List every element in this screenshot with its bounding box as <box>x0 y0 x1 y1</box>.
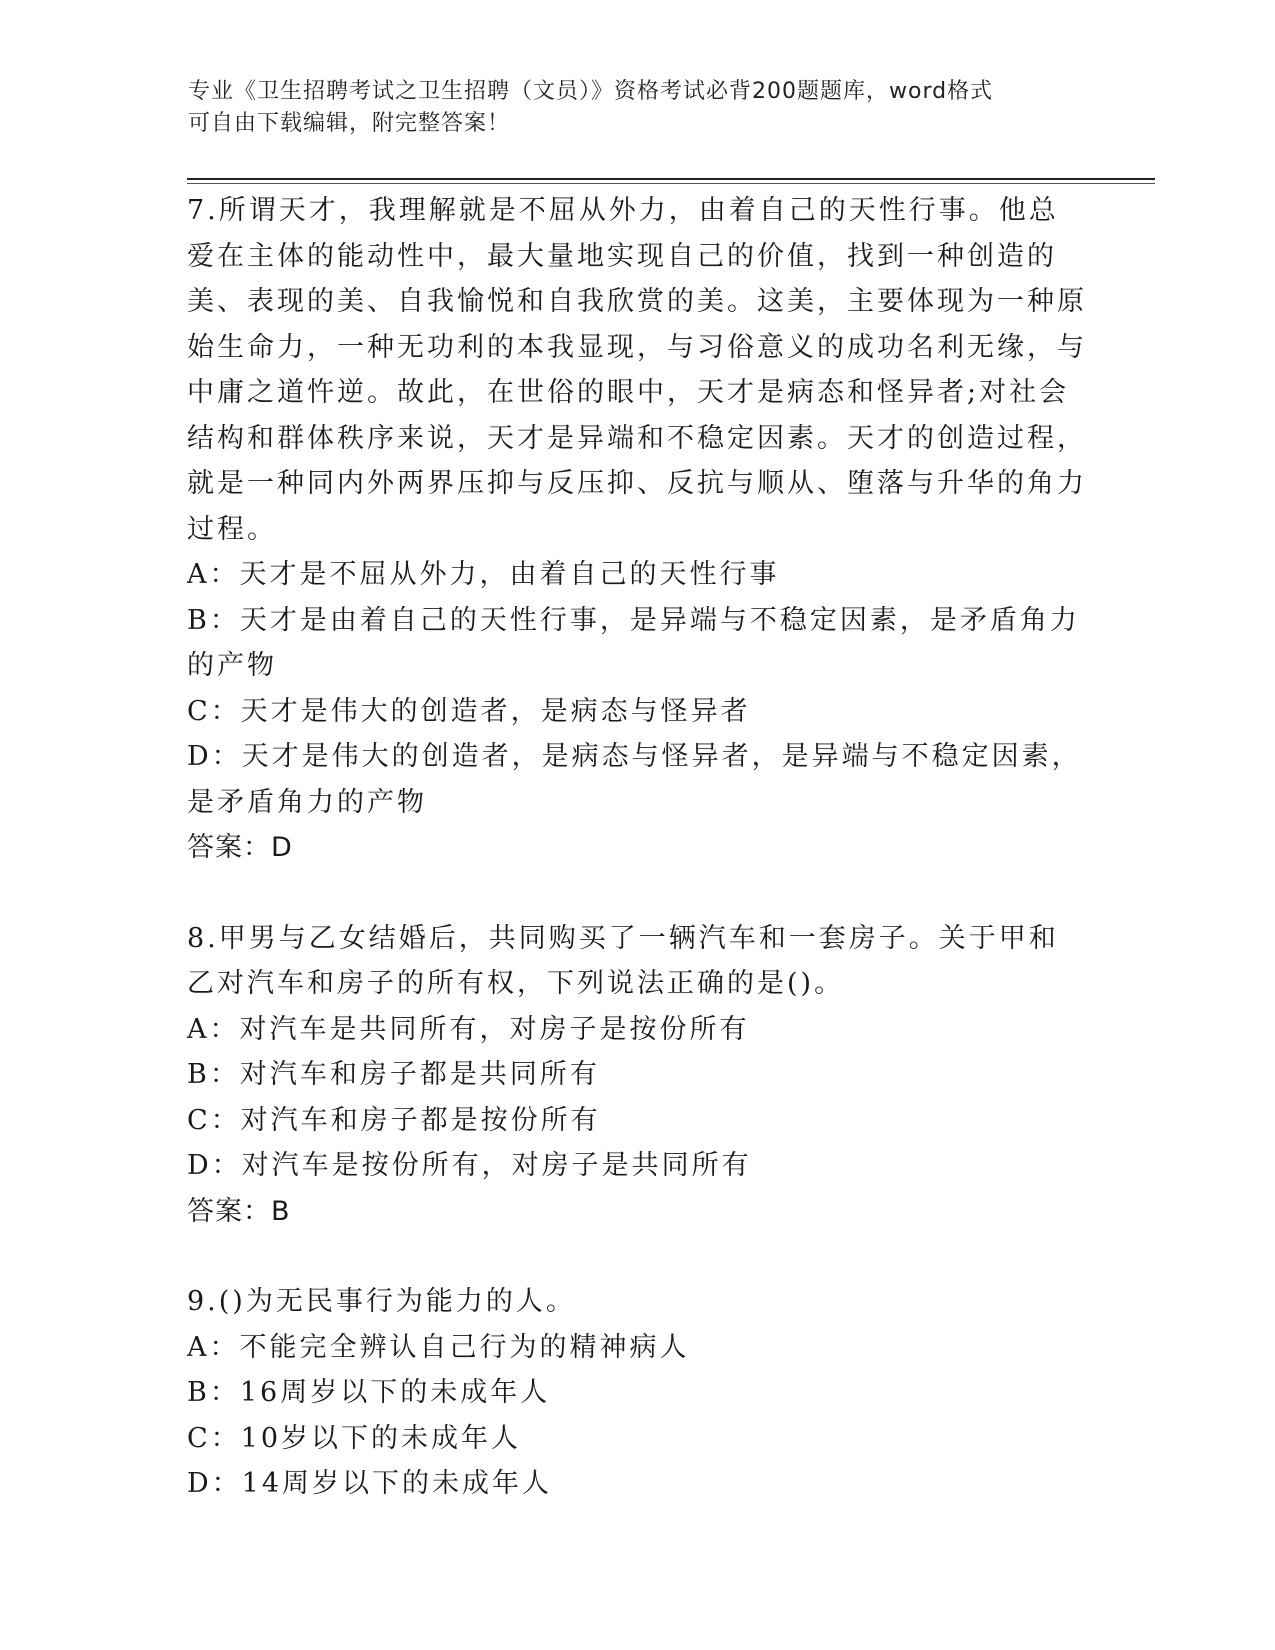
header-divider-thin <box>187 183 1155 184</box>
question-list <box>187 188 1087 1507</box>
option-d: D：天才是伟大的创造者，是病态与怪异者，是异端与不稳定因素，是矛盾角力的产物 <box>187 741 1082 818</box>
question-stem: 7.所谓天才，我理解就是不屈从外力，由着自己的天性行事。他总爱在主体的能动性中，最大量地实现自己的价值，找到一种创造的美、表现的美、自我愉悦和自我欣赏的美。这美，主要体现为一种原始生命力，一种无功利的本我显现，与习俗意义的成功名利无缘，与中庸之道忤逆。故此，在世俗的眼中，天才是病态和怪异者;对社会结构和群体秩序来说，天才是异端和不稳定因素。天才的创造过程，就是一种同内外两界压抑与反压抑、反抗与顺从、堕落与升华的角力过程。 <box>187 195 1087 545</box>
header-divider-thick <box>187 178 1155 180</box>
answer-line: 答案：B <box>187 1195 291 1227</box>
option-c: C：10岁以下的未成年人 <box>187 1422 522 1454</box>
option-a: A：天才是不屈从外力，由着自己的天性行事 <box>187 559 780 590</box>
option-c: C：对汽车和房子都是按份所有 <box>187 1104 601 1136</box>
document-header <box>188 76 1088 140</box>
option-d: D：14周岁以下的未成年人 <box>187 1468 553 1499</box>
option-b: B：天才是由着自己的天性行事，是异端与不稳定因素，是矛盾角力的产物 <box>187 604 1080 681</box>
question-spacer <box>187 1234 1087 1279</box>
question-stem: 9.()为无民事行为能力的人。 <box>187 1286 576 1317</box>
question-spacer <box>187 871 1087 916</box>
header-line-2: 可自由下载编辑，附完整答案！ <box>188 111 511 136</box>
question-8 <box>187 916 1087 1235</box>
option-b: B：16周岁以下的未成年人 <box>187 1377 551 1408</box>
question-7 <box>187 188 1087 871</box>
option-b: B：对汽车和房子都是共同所有 <box>187 1059 600 1090</box>
option-a: A：不能完全辨认自己行为的精神病人 <box>187 1331 690 1363</box>
option-c: C：天才是伟大的创造者，是病态与怪异者 <box>187 695 751 727</box>
answer-line: 答案：D <box>187 832 293 863</box>
question-stem: 8.甲男与乙女结婚后，共同购买了一辆汽车和一套房子。关于甲和乙对汽车和房子的所有权，下列说法正确的是()。 <box>187 922 1059 999</box>
question-9 <box>187 1279 1087 1507</box>
option-a: A：对汽车是共同所有，对房子是按份所有 <box>187 1013 750 1045</box>
option-d: D：对汽车是按份所有，对房子是共同所有 <box>187 1150 752 1181</box>
header-line-1: 专业《卫生招聘考试之卫生招聘（文员）》资格考试必背200题题库，word格式 <box>188 79 994 104</box>
